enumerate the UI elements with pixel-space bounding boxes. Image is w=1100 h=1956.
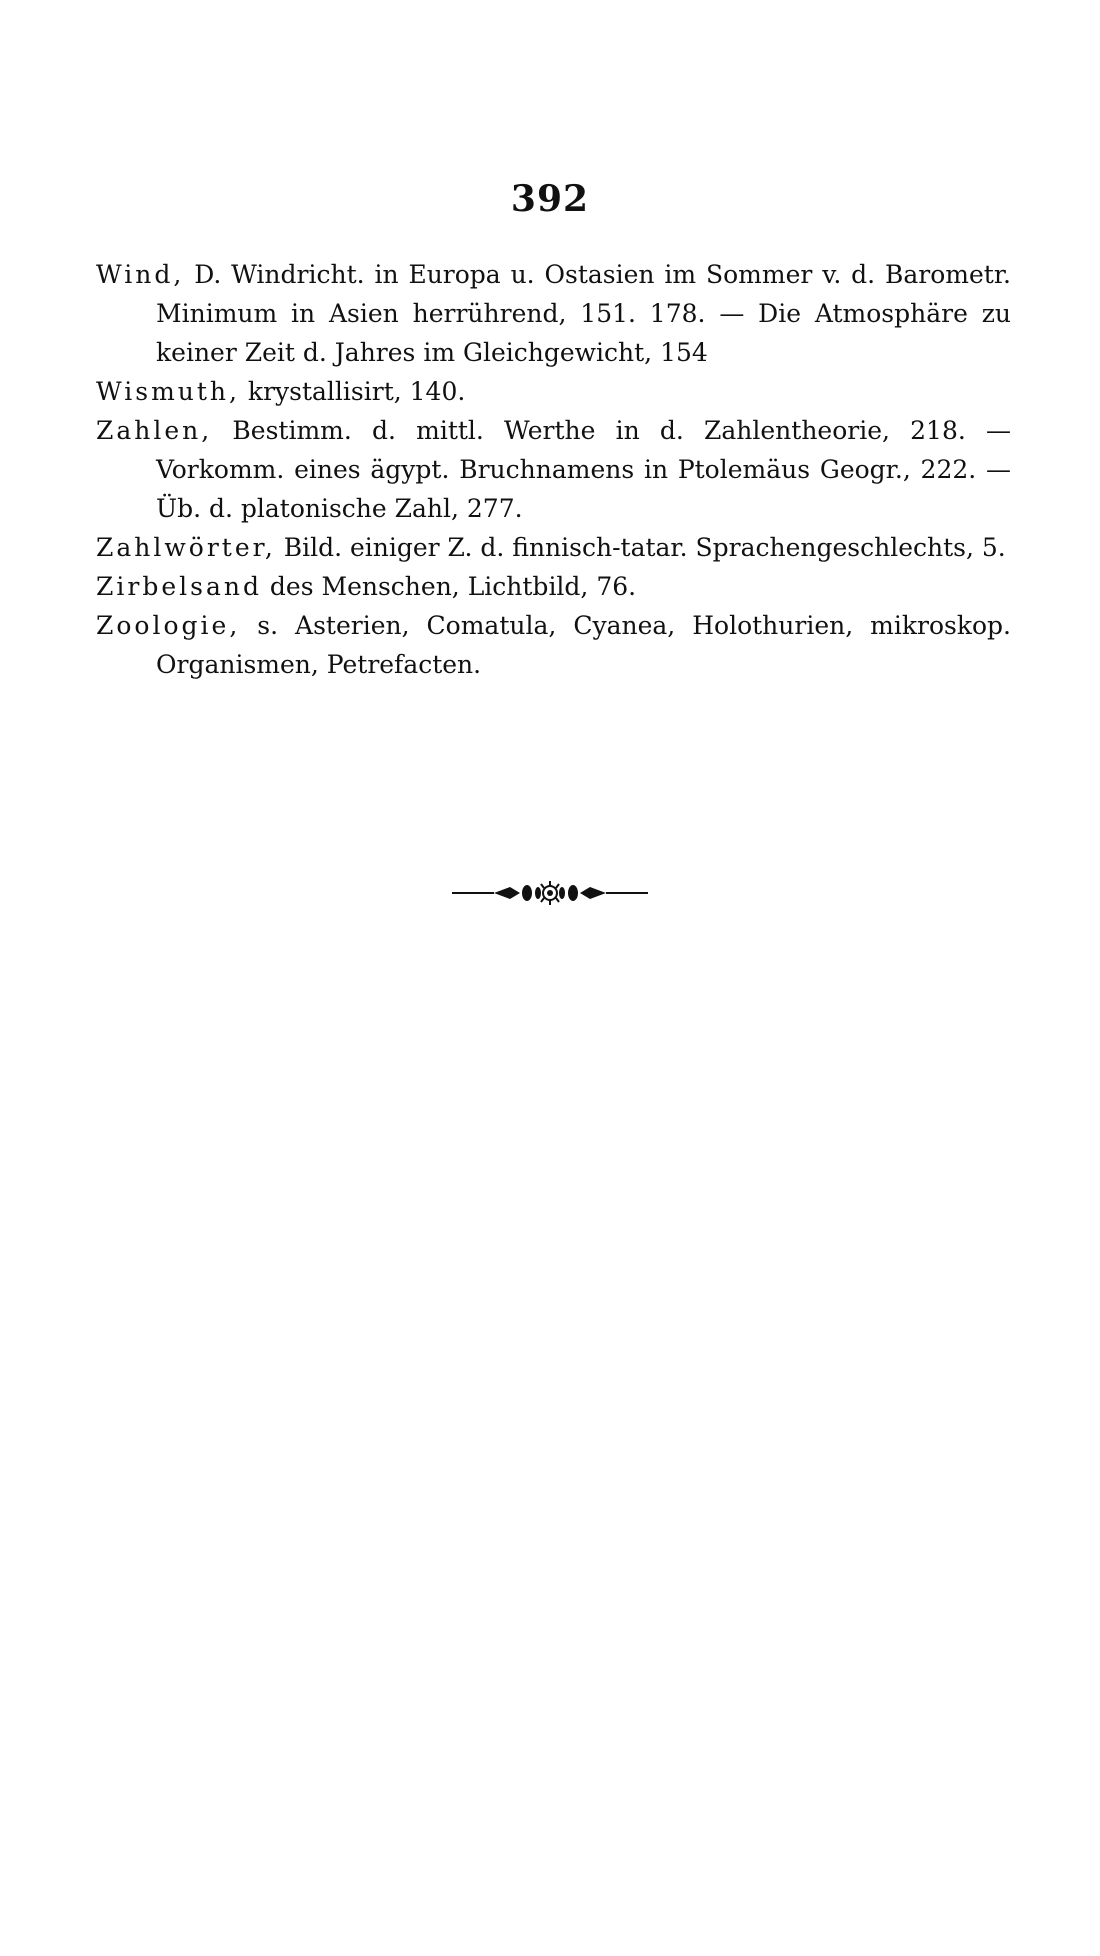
index-list [96, 255, 1011, 684]
entry-text: Bestimm. d. mittl. Werthe in d. Zahlentheorie, 218. — Vorkomm. eines ägypt. Bruchnamens in Ptolemäus Geogr., 222. — Üb. d. platonische Zahl, 277. [156, 416, 1011, 523]
entry-text: des Menschen, Lichtbild, 76. [261, 572, 637, 601]
entry-text: krystallisirt, 140. [239, 377, 466, 406]
index-entry [96, 567, 1011, 606]
index-entry [96, 606, 1011, 684]
page-number: 392 [510, 178, 590, 220]
index-entry [96, 372, 1011, 411]
index-entry [96, 411, 1011, 528]
entry-text: D. Windricht. in Europa u. Ostasien im Sommer v. d. Barometr. Minimum in Asien herrührend, 151. 178. — Die Atmosphäre zu keiner Zeit d. Jahres im Gleichgewicht, 154 [156, 260, 1011, 367]
ornament-icon [450, 878, 650, 908]
entry-head: Zirbelsand [96, 572, 262, 601]
ornament-divider [0, 878, 1100, 908]
index-entry [96, 255, 1011, 372]
index-entry [96, 528, 1011, 567]
entry-text: Bild. einiger Z. d. finnisch-tatar. Sprachengeschlechts, 5. [275, 533, 1006, 562]
entry-head: Zahlwörter, [96, 533, 276, 562]
entry-text: s. Asterien, Comatula, Cyanea, Holothurien, mikroskop. Organismen, Petrefacten. [156, 611, 1011, 679]
entry-head: Wind, [96, 260, 185, 289]
entry-head: Wismuth, [96, 377, 240, 406]
entry-head: Zahlen, [96, 416, 213, 445]
entry-head: Zoologie, [96, 611, 241, 640]
